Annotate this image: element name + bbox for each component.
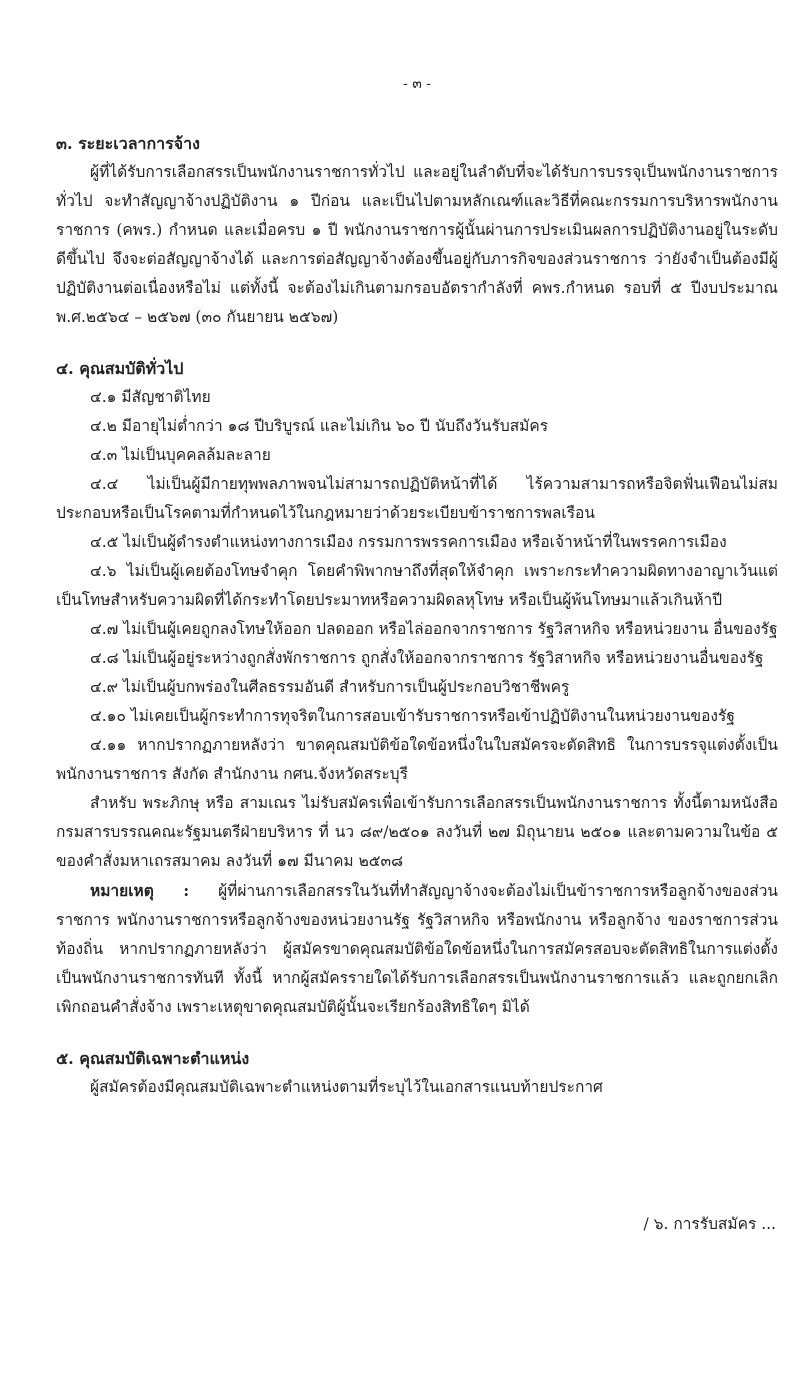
- section-general-qualifications: [56, 354, 778, 1022]
- qualification-item: ๔.๗ ไม่เป็นผู้เคยถูกลงโทษให้ออก ปลดออก หรือไล่ออกจากราชการ รัฐวิสาหกิจ หรือหน่วยงาน อื่นของรัฐ: [90, 620, 778, 638]
- qualification-item: ๔.๑๑ หากปรากฏภายหลังว่า ขาดคุณสมบัติข้อใดข้อหนึ่งในใบสมัครจะตัดสิทธิ ในการบรรจุแต่งตั้งเป็นพนักงานราชการ สังกัด สำนักงาน กศน.จังหวัดสระบุรี: [56, 736, 778, 783]
- note-text: ผู้ที่ผ่านการเลือกสรรในวันที่ทำสัญญาจ้างจะต้องไม่เป็นข้าราชการหรือลูกจ้างของส่วนราชการ พนักงานราชการหรือลูกจ้างของหน่วยงานรัฐ รัฐวิสาหกิจ หรือพนักงาน หรือลูกจ้าง ของราชการส่วนท้องถิ่น หากปรากฏภายหลังว่า ผู้สมัครขาดคุณสมบัติข้อใดข้อหนึ่งในการสมัครสอบจะตัดสิทธิในการแต่งตั้งเป็นพนักงานราชการทันที ทั้งนี้ หากผู้สมัครรายใดได้รับการเลือกสรรเป็นพนักงานราชการแล้ว และถูกยกเลิก เพิกถอนคำสั่งจ้าง เพราะเหตุขาดคุณสมบัติผู้นั้นจะเรียกร้องสิทธิใดๆ มิได้: [56, 882, 778, 1016]
- page-number: - ๓ -: [403, 76, 431, 92]
- note-paragraph: [56, 876, 778, 1022]
- section-title: ๕. คุณสมบัติเฉพาะตำแหน่ง: [56, 1049, 250, 1068]
- qualification-item: ๔.๖ ไม่เป็นผู้เคยต้องโทษจำคุก โดยคำพิพากษาถึงที่สุดให้จำคุก เพราะกระทำความผิดทางอาญาเว้นแต่เป็นโทษสำหรับความผิดที่ได้กระทำโดยประมาทหรือความผิดลหุโทษ หรือเป็นผู้พ้นโทษมาแล้วเกินห้าปี: [56, 562, 778, 609]
- monk-paragraph: สำหรับ พระภิกษุ หรือ สามเณร ไม่รับสมัครเพื่อเข้ารับการเลือกสรรเป็นพนักงานราชการ ทั้งนี้ตามหนังสือกรมสารบรรณคณะรัฐมนตรีฝ่ายบริหาร ที่ นว ๘๙/๒๕๐๑ ลงวันที่ ๒๗ มิถุนายน ๒๕๐๑ และตามความในข้อ ๕ ของคำสั่งมหาเถรสมาคม ลงวันที่ ๑๗ มีนาคม ๒๕๓๘: [56, 794, 778, 870]
- qualification-item: ๔.๙ ไม่เป็นผู้บกพร่องในศีลธรรมอันดี สำหรับการเป็นผู้ประกอบวิชาชีพครู: [90, 678, 570, 696]
- section-title: ๓. ระยะเวลาการจ้าง: [56, 134, 200, 153]
- qualification-item: ๔.๑ มีสัญชาติไทย: [90, 388, 211, 406]
- section-employment-period: [56, 129, 778, 332]
- section-title: ๔. คุณสมบัติทั่วไป: [56, 359, 184, 378]
- qualification-item: ๔.๘ ไม่เป็นผู้อยู่ระหว่างถูกสั่งพักราชการ ถูกสั่งให้ออกจากราชการ รัฐวิสาหกิจ หรือหน่วยงานอื่นของรัฐ: [90, 649, 764, 667]
- section-body: ผู้ที่ได้รับการเลือกสรรเป็นพนักงานราชการทั่วไป และอยู่ในลำดับที่จะได้รับการบรรจุเป็นพนักงานราชการทั่วไป จะทำสัญญาจ้างปฏิบัติงาน ๑ ปีก่อน และเป็นไปตามหลักเณฑ์และวิธีที่คณะกรรมการบริหารพนักงานราชการ (คพร.) กำหนด และเมื่อครบ ๑ ปี พนักงานราชการผู้นั้นผ่านการประเมินผลการปฏิบัติงานอยู่ในระดับดีขึ้นไป จึงจะต่อสัญญาจ้างได้ และการต่อสัญญาจ้างต้องขึ้นอยู่กับภารกิจของส่วนราชการ ว่ายังจำเป็นต้องมีผู้ปฏิบัติงานต่อเนื่องหรือไม่ แต่ทั้งนี้ จะต้องไม่เกินตามกรอบอัตรากำลังที่ คพร.กำหนด รอบที่ ๕ ปีงบประมาณ พ.ศ.๒๕๖๔ – ๒๕๖๗ (๓๐ กันยายน ๒๕๖๗): [56, 163, 778, 326]
- section-specific-qualifications: [56, 1044, 778, 1102]
- qualification-item: ๔.๑๐ ไม่เคยเป็นผู้กระทำการทุจริตในการสอบเข้ารับราชการหรือเข้าปฏิบัติงานในหน่วยงานของรัฐ: [90, 707, 735, 725]
- next-page-reference: / ๖. การรับสมัคร ...: [643, 1215, 776, 1233]
- qualification-item: ๔.๒ มีอายุไม่ต่ำกว่า ๑๘ ปีบริบูรณ์ และไม่เกิน ๖๐ ปี นับถึงวันรับสมัคร: [90, 417, 549, 435]
- qualification-item: ๔.๓ ไม่เป็นบุคคลล้มละลาย: [90, 446, 271, 464]
- note-label: หมายเหตุ :: [90, 881, 190, 900]
- qualification-item: ๔.๕ ไม่เป็นผู้ดำรงตำแหน่งทางการเมือง กรรมการพรรคการเมือง หรือเจ้าหน้าที่ในพรรคการเมือง: [90, 533, 727, 551]
- section-body: ผู้สมัครต้องมีคุณสมบัติเฉพาะตำแหน่งตามที่ระบุไว้ในเอกสารแนบท้ายประกาศ: [90, 1078, 603, 1096]
- qualification-item: ๔.๔ ไม่เป็นผู้มีกายทุพพลภาพจนไม่สามารถปฏิบัติหน้าที่ได้ ไร้ความสามารถหรือจิตฟั่นเฟือนไม่สมประกอบหรือเป็นโรคตามที่กำหนดไว้ในกฎหมายว่าด้วยระเบียบข้าราชการพลเรือน: [56, 475, 778, 522]
